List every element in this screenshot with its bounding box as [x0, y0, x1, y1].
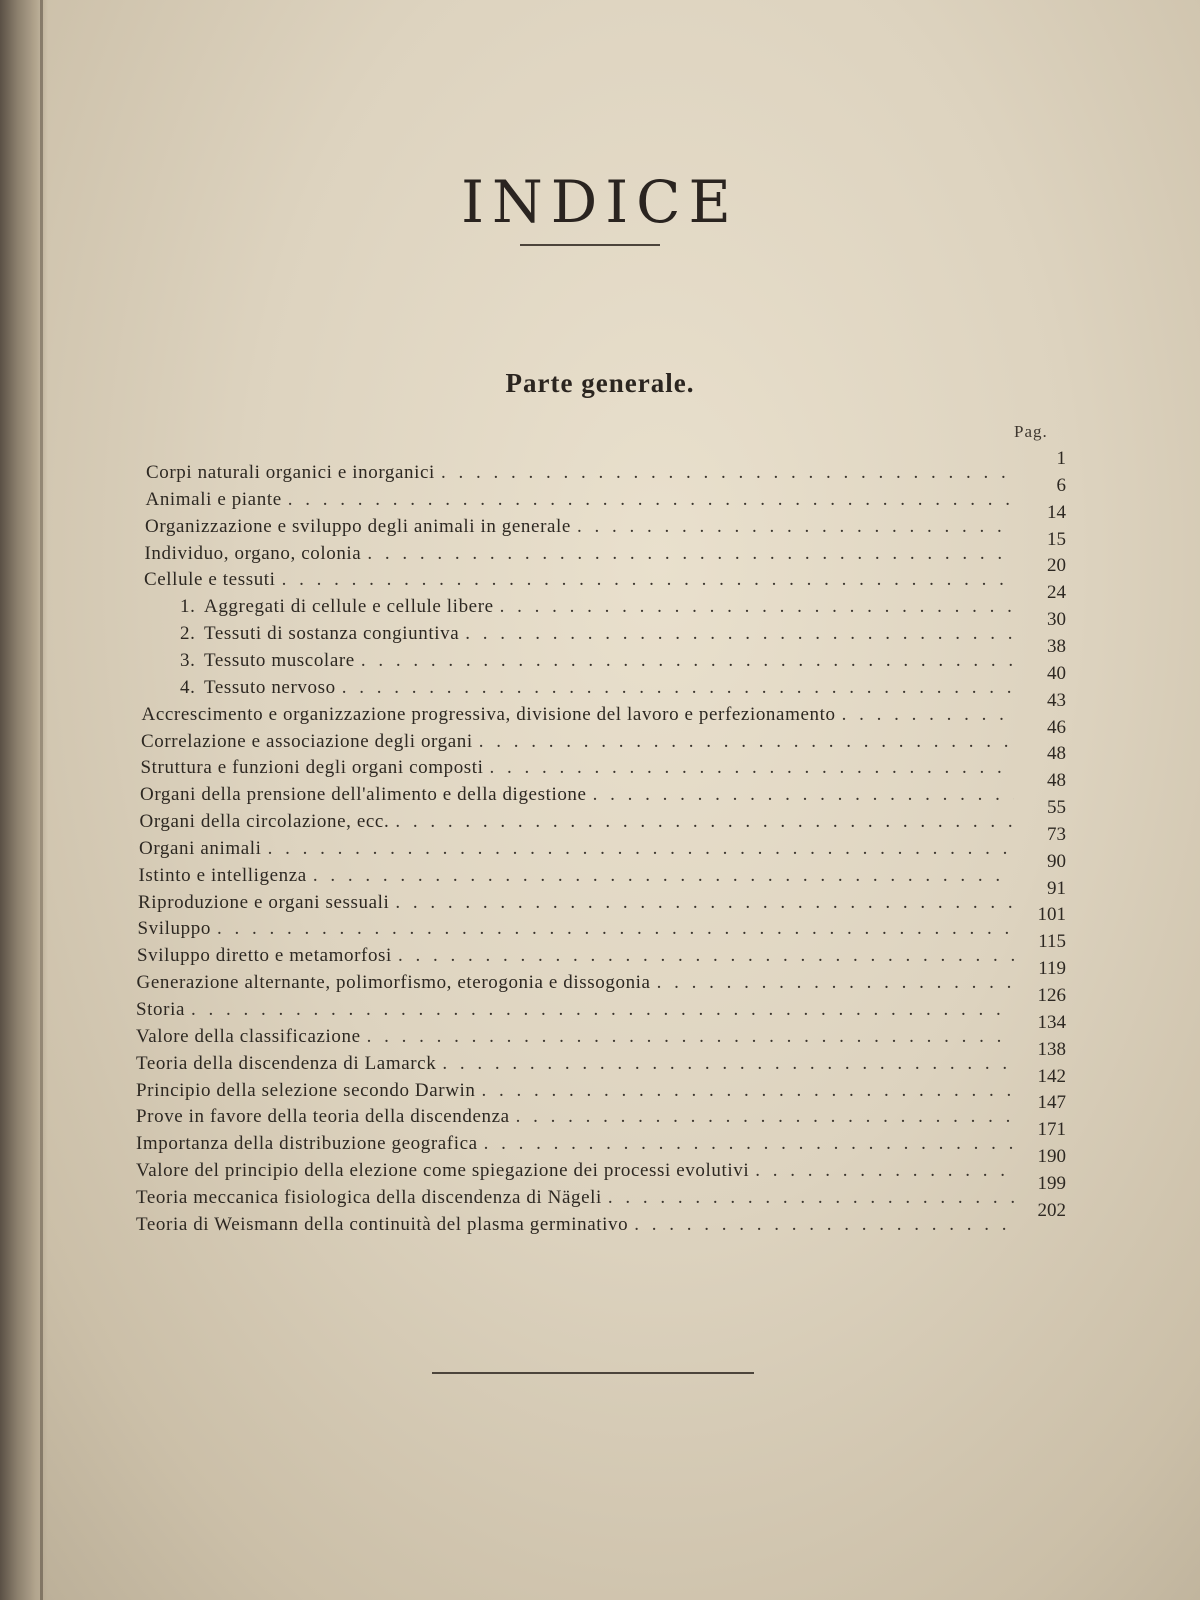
toc-entry — [136, 1106, 1020, 1134]
toc-entry — [136, 1187, 1020, 1215]
toc-page-number: 147 — [1037, 1092, 1066, 1114]
toc-entry-label: Teoria della discendenza di Lamarck — [136, 1052, 437, 1074]
toc-entry-label: Teoria di Weismann della continuità del plasma germinativo — [136, 1213, 629, 1235]
toc-entry — [136, 1080, 1020, 1108]
toc-page-number: 171 — [1037, 1119, 1066, 1141]
toc-entry-label: Riproduzione e organi sessuali — [138, 891, 390, 913]
toc-page-number: 43 — [1047, 689, 1066, 711]
dot-leader — [465, 623, 1014, 645]
toc-entry — [138, 918, 1021, 946]
toc-entry — [142, 704, 1021, 732]
dot-leader — [398, 945, 1014, 967]
toc-entry — [136, 1053, 1020, 1081]
closing-rule — [432, 1372, 754, 1374]
toc-entry-label: Aggregati di cellule e cellule libere — [204, 596, 494, 618]
dot-leader — [282, 569, 1014, 591]
toc-entry-label: Tessuto nervoso — [204, 676, 336, 698]
dot-leader — [516, 1106, 1014, 1128]
toc-entry — [136, 1160, 1020, 1188]
toc-entry-number: 4. — [180, 676, 196, 698]
toc-entry — [180, 596, 1020, 624]
toc-entry-label: Correlazione e associazione degli organi — [141, 730, 473, 752]
toc-entry — [141, 757, 1021, 785]
toc-entry — [136, 1133, 1020, 1161]
toc-entry-label: Sviluppo diretto e metamorfosi — [137, 945, 392, 967]
toc-entry-label: Storia — [136, 999, 185, 1020]
dot-leader — [288, 489, 1014, 511]
dot-leader — [395, 811, 1014, 833]
toc-page-number: 6 — [1056, 474, 1066, 496]
toc-page-number: 91 — [1047, 877, 1066, 899]
toc-entry-label: Organi della circolazione, ecc. — [139, 811, 390, 833]
toc-entry-label: Sviluppo — [137, 918, 211, 940]
dot-leader — [441, 462, 1014, 484]
dot-leader — [217, 918, 1014, 940]
toc-entry — [137, 972, 1021, 1000]
toc-entry — [140, 811, 1021, 839]
dot-leader — [500, 596, 1014, 618]
toc-entry-label: Struttura e funzioni degli organi composti — [140, 757, 484, 779]
dot-leader — [577, 516, 1014, 538]
dot-leader — [268, 838, 1014, 860]
toc-page-number: 90 — [1047, 850, 1066, 872]
toc-page-number: 40 — [1047, 662, 1066, 684]
toc-entry-number: 1. — [180, 596, 196, 618]
toc-page-number: 55 — [1047, 797, 1066, 819]
toc-page-number: 199 — [1037, 1172, 1066, 1194]
toc-entry — [136, 1214, 1020, 1242]
toc-page-number: 24 — [1047, 582, 1066, 604]
dot-leader — [442, 1053, 1014, 1075]
toc-page-number: 38 — [1047, 635, 1066, 657]
dot-leader — [367, 543, 1014, 565]
toc-entry-label: Cellule e tessuti — [144, 569, 276, 591]
toc-page-number: 30 — [1047, 609, 1066, 631]
toc-entry-label: Teoria meccanica fisiologica della discendenza di Nägeli — [136, 1186, 602, 1208]
toc-entry-label: Organizzazione e sviluppo degli animali in generale — [145, 515, 571, 537]
toc-page-number: 126 — [1037, 985, 1066, 1006]
dot-leader — [657, 972, 1014, 994]
toc-entry-label: Organi della prensione dell'alimento e della digestione — [140, 784, 587, 806]
toc-entry-number: 3. — [180, 649, 196, 671]
toc-entry-label: Istinto e intelligenza — [138, 864, 307, 886]
toc-entry-label: Accrescimento e organizzazione progressiva, divisione del lavoro e perfezionamento — [141, 703, 836, 725]
toc-entry-label: Valore della classificazione — [136, 1025, 361, 1047]
toc-entry-label: Generazione alternante, polimorfismo, eterogonia e dissogonia — [136, 972, 651, 994]
toc-entry — [141, 731, 1020, 759]
dot-leader — [593, 784, 1014, 806]
toc-page-number: 142 — [1037, 1065, 1066, 1087]
toc-entry-label: Corpi naturali organici e inorganici — [146, 462, 435, 483]
toc-page-number: 202 — [1037, 1199, 1066, 1221]
dot-leader — [490, 757, 1014, 779]
toc-entry — [138, 892, 1020, 920]
toc-entry — [139, 865, 1021, 893]
toc-page-number: 14 — [1047, 501, 1066, 523]
toc-entry — [144, 569, 1020, 597]
toc-entry-label: Importanza della distribuzione geografica — [136, 1133, 478, 1155]
toc-entry — [139, 838, 1020, 866]
toc-entry — [145, 516, 1020, 544]
dot-leader — [361, 650, 1014, 672]
toc-entry — [136, 999, 1020, 1027]
section-heading: Parte generale. — [505, 368, 695, 398]
toc-page-number: 115 — [1038, 931, 1066, 953]
toc-entry — [140, 784, 1020, 812]
toc-entry — [136, 1026, 1020, 1054]
dot-leader — [482, 1080, 1014, 1102]
toc-entry-label: Principio della selezione secondo Darwin — [136, 1079, 476, 1101]
toc-page-number: 48 — [1047, 743, 1066, 765]
toc-entry-label: Organi animali — [139, 837, 262, 859]
dot-leader — [479, 731, 1014, 753]
toc-page-number: 48 — [1047, 770, 1066, 792]
dot-leader — [634, 1214, 1014, 1236]
toc-page-number: 138 — [1037, 1038, 1066, 1060]
toc-page-number: 190 — [1037, 1146, 1066, 1168]
toc-entry-label: Prove in favore della teoria della discendenza — [136, 1106, 510, 1128]
dot-leader — [367, 1026, 1014, 1048]
page-title: INDICE — [461, 168, 739, 236]
toc-entry-label: Individuo, organo, colonia — [144, 542, 362, 564]
toc-entry — [145, 543, 1021, 571]
toc-entry — [180, 677, 1020, 705]
dot-leader — [342, 677, 1014, 699]
dot-leader — [313, 865, 1014, 887]
dot-leader — [608, 1187, 1014, 1209]
dot-leader — [484, 1133, 1014, 1155]
toc-page-number: 101 — [1037, 904, 1066, 926]
toc-entry — [180, 650, 1020, 678]
toc-page-number: 134 — [1037, 1011, 1066, 1033]
toc-entry-label: Tessuti di sostanza congiuntiva — [204, 623, 460, 645]
dot-leader — [842, 704, 1014, 726]
toc-page-number: 119 — [1038, 958, 1066, 980]
toc-page-number: 1 — [1056, 448, 1066, 469]
dot-leader — [191, 999, 1014, 1021]
toc-entry — [137, 945, 1020, 973]
toc-entry — [146, 489, 1021, 517]
toc-page-number: 46 — [1047, 716, 1066, 738]
toc-page-number: 20 — [1047, 555, 1066, 577]
toc-entry-number: 2. — [180, 623, 196, 645]
toc-entry-label: Valore del principio della elezione come spiegazione dei processi evolutivi — [136, 1160, 750, 1182]
toc-entry-label: Tessuto muscolare — [204, 649, 355, 671]
dot-leader — [395, 892, 1014, 914]
toc-page-number: 73 — [1047, 823, 1066, 845]
toc-entry-label: Animali e piante — [145, 488, 282, 510]
toc-entry — [180, 623, 1020, 651]
dot-leader — [755, 1160, 1014, 1182]
toc-entry — [146, 462, 1020, 490]
toc-page-number: 15 — [1047, 528, 1066, 550]
page-column-label: Pag. — [1014, 422, 1048, 441]
